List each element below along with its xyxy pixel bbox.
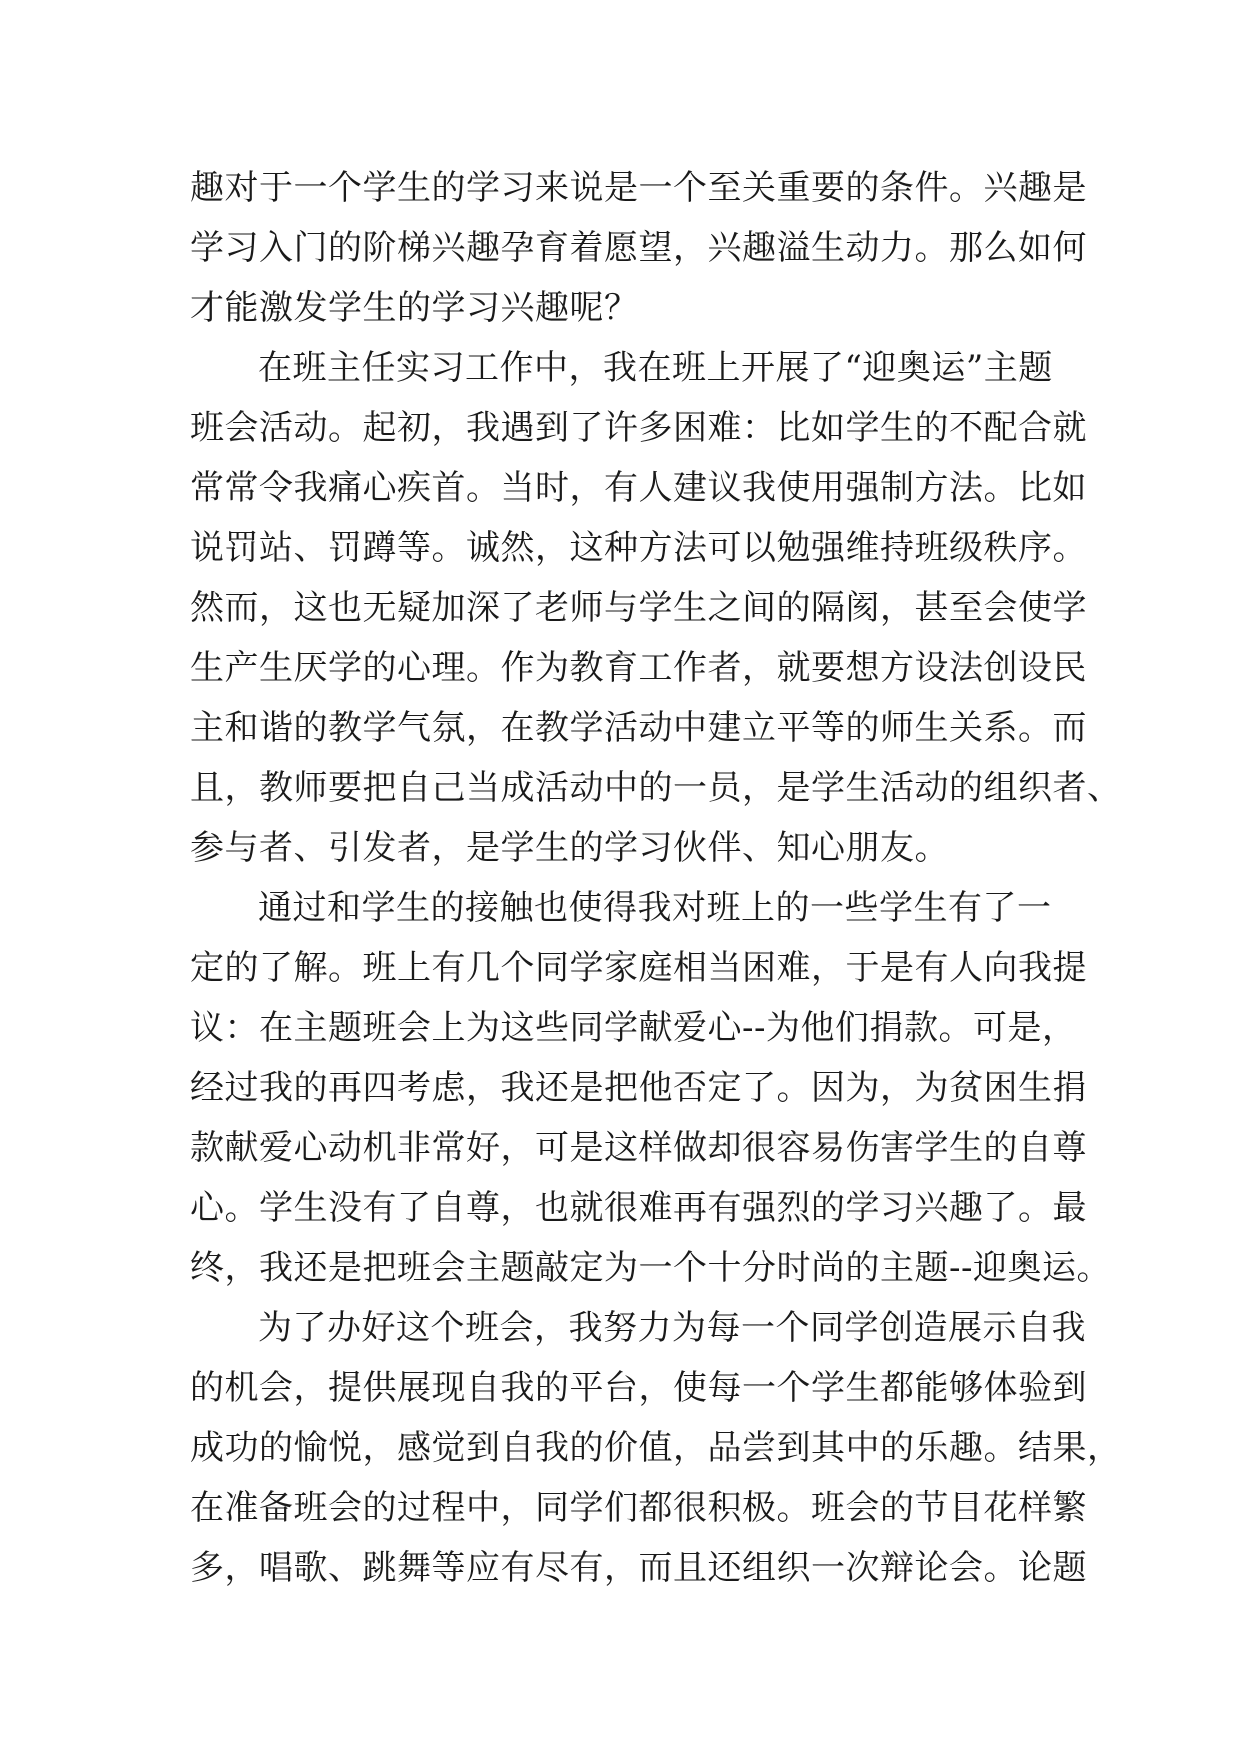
text-line: 参与者、引发者，是学生的学习伙伴、知心朋友。 (190, 828, 949, 868)
text-line: 终，我还是把班会主题敲定为一个十分时尚的主题--迎奥运。 (190, 1248, 1111, 1288)
text-line: 在准备班会的过程中，同学们都很积极。班会的节目花样繁 (190, 1488, 1087, 1528)
text-line: 然而，这也无疑加深了老师与学生之间的隔阂，甚至会使学 (190, 588, 1087, 628)
text-line: 才能激发学生的学习兴趣呢？ (190, 288, 639, 328)
paragraph-first-line: 在班主任实习工作中，我在班上开展了“迎奥运”主题 (258, 348, 1053, 388)
text-line: 班会活动。起初，我遇到了许多困难：比如学生的不配合就 (190, 408, 1087, 448)
text-line: 的机会，提供展现自我的平台，使每一个学生都能够体验到 (190, 1368, 1087, 1408)
text-line: 成功的愉悦，感觉到自我的价值，品尝到其中的乐趣。结果， (190, 1428, 1122, 1468)
text-line: 主和谐的教学气氛，在教学活动中建立平等的师生关系。而 (190, 708, 1087, 748)
text-line: 经过我的再四考虑，我还是把他否定了。因为，为贫困生捐 (190, 1068, 1087, 1108)
paragraph-first-line: 为了办好这个班会，我努力为每一个同学创造展示自我 (258, 1308, 1086, 1348)
text-line: 趣对于一个学生的学习来说是一个至关重要的条件。兴趣是 (190, 168, 1087, 208)
text-line: 学习入门的阶梯兴趣孕育着愿望，兴趣溢生动力。那么如何 (190, 228, 1087, 268)
body-text (190, 158, 1122, 1598)
text-line: 且，教师要把自己当成活动中的一员，是学生活动的组织者、 (190, 768, 1122, 808)
text-line: 心。学生没有了自尊，也就很难再有强烈的学习兴趣了。最 (190, 1188, 1087, 1228)
text-line: 常常令我痛心疾首。当时，有人建议我使用强制方法。比如 (190, 468, 1087, 508)
text-line: 多，唱歌、跳舞等应有尽有，而且还组织一次辩论会。论题 (190, 1548, 1087, 1588)
text-line: 款献爱心动机非常好，可是这样做却很容易伤害学生的自尊 (190, 1128, 1087, 1168)
text-line: 生产生厌学的心理。作为教育工作者，就要想方设法创设民 (190, 648, 1087, 688)
text-line: 说罚站、罚蹲等。诚然，这种方法可以勉强维持班级秩序。 (190, 528, 1087, 568)
paragraph-first-line: 通过和学生的接触也使得我对班上的一些学生有了一 (258, 888, 1052, 928)
text-line: 议：在主题班会上为这些同学献爱心--为他们捐款。可是， (190, 1008, 1077, 1048)
text-line: 定的了解。班上有几个同学家庭相当困难，于是有人向我提 (190, 948, 1087, 988)
